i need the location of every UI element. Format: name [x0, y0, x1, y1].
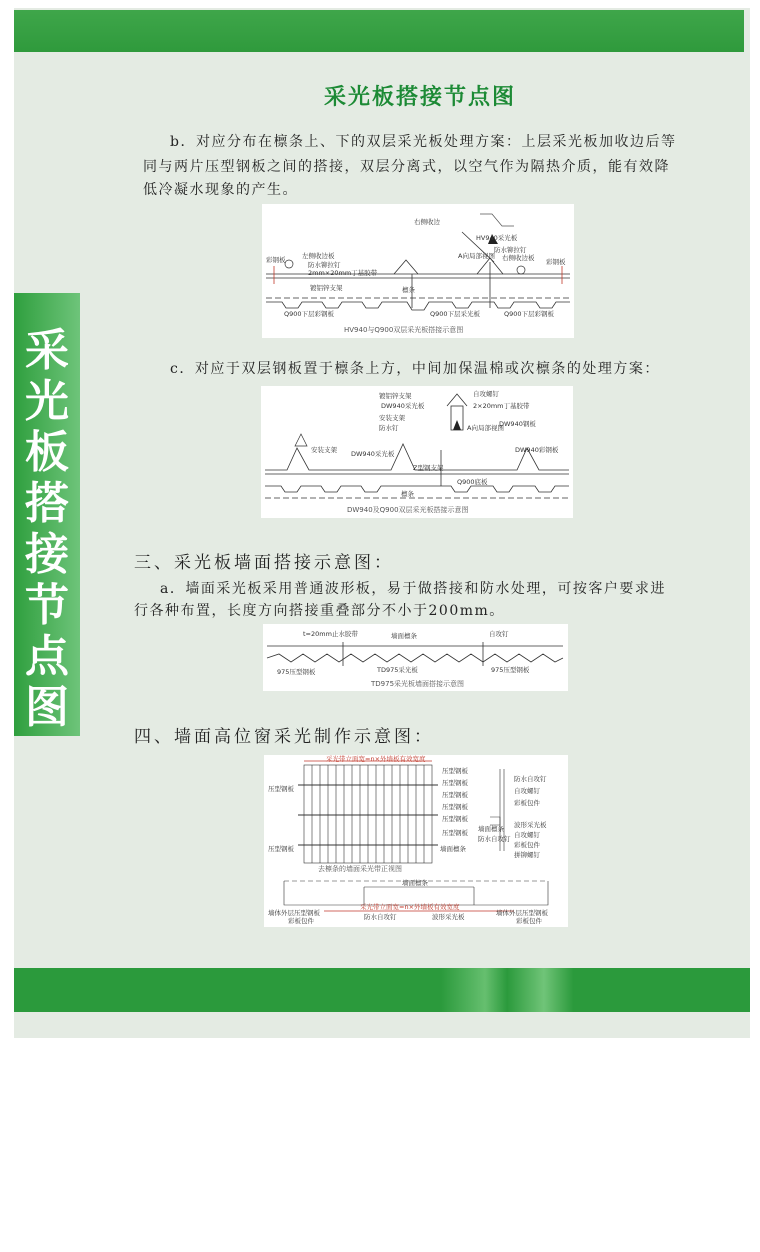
figure-4 — [264, 755, 568, 927]
fig4-label: 压型钢板 — [442, 767, 468, 775]
paragraph-c: c．对应于双层钢板置于檩条上方，中间加保温棉或次檩条的处理方案： — [170, 361, 660, 377]
fig2-label: 自攻螺钉 — [473, 390, 499, 398]
fig4-label: 墙体外层压型钢板 — [268, 909, 320, 917]
fig3-label: TD975采光板 — [377, 666, 418, 674]
page-title: 采光板搭接节点图 — [323, 84, 516, 110]
fig4-label: 自攻螺钉 — [514, 787, 540, 795]
fig4-label: 压型钢板 — [442, 815, 468, 823]
paragraph-3a-line-2: 行各种布置，长度方向搭接重叠部分不小于200mm。 — [134, 603, 505, 619]
fig2-label: 镀铝锌支架 — [379, 392, 412, 400]
fig3-caption: TD975采光板墙面搭接示意图 — [371, 680, 465, 688]
fig1-label: 彩钢板 — [546, 258, 566, 266]
fig4-label: 压型钢板 — [442, 779, 468, 787]
fig1-label: 檩条 — [402, 286, 415, 294]
figure-3 — [263, 624, 568, 691]
fig4-label: 彩板包件 — [288, 917, 314, 925]
fig1-label: HV940采光板 — [476, 234, 518, 242]
fig4-label: 压型钢板 — [442, 829, 468, 837]
fig1-label: 镀铝锌支架 — [310, 284, 343, 292]
fig3-label: 975压型钢板 — [491, 666, 530, 674]
fig4-label: 彩板包件 — [514, 841, 540, 849]
side-title: 采光板搭接节点图 — [25, 325, 69, 733]
fig4-label: 彩板包件 — [514, 799, 540, 807]
bottom-green-band — [14, 968, 750, 1012]
fig1-label: 彩钢板 — [266, 256, 286, 264]
fig4-caption: 去檩条的墙面采光带正视图 — [318, 865, 402, 873]
fig2-label: DW940采光板 — [381, 402, 425, 410]
fig1-label: 右侧收边 — [414, 218, 440, 226]
fig4-label: 采光带立面宽=n×外墙板有效宽度 — [326, 755, 426, 763]
figure-1 — [262, 204, 574, 338]
fig4-label: 波形采光板 — [514, 821, 547, 829]
fig4-label: 墙面檩条 — [440, 845, 466, 853]
fig4-label: 压型钢板 — [268, 845, 294, 853]
fig1-label: 右侧收边板 — [502, 254, 535, 262]
fig2-label: DW940钢板 — [499, 420, 536, 428]
top-green-band — [14, 10, 744, 52]
fig4-label: 防水自攻钉 — [514, 775, 547, 783]
fig1-label: 2mm×20mm丁基胶带 — [308, 269, 378, 277]
fig2-label: DW940彩钢板 — [515, 446, 559, 454]
fig2-label: DW940采光板 — [351, 450, 395, 458]
fig4-label: 自攻螺钉 — [514, 831, 540, 839]
fig3-label: 墙面檩条 — [391, 632, 417, 640]
paragraph-b-line-2: 同与两片压型钢板之间的搭接，双层分离式，以空气作为隔热介质，能有效降 — [143, 159, 670, 175]
fig3-label: t=20mm止水胶带 — [303, 630, 358, 638]
fig2-label: Q900底板 — [457, 478, 488, 486]
figure-2 — [261, 386, 573, 518]
fig2-label: 防水钉 — [379, 424, 399, 432]
fig1-label: 左侧收边板 — [302, 252, 335, 260]
fig4-label: 防水自攻钉 — [478, 835, 511, 843]
fig4-label: 压型钢板 — [268, 785, 294, 793]
fig4-label: 采光带立面宽=n×外墙板有效宽度 — [360, 903, 460, 911]
fig3-label: 975压型钢板 — [277, 668, 316, 676]
section-3-heading: 三、采光板墙面搭接示意图： — [134, 553, 394, 573]
fig1-label: Q900下层彩钢板 — [284, 310, 335, 318]
fig4-label: 压型钢板 — [442, 803, 468, 811]
paragraph-3a-line-1: a．墙面采光板采用普通波形板，易于做搭接和防水处理，可按客户要求进 — [160, 581, 666, 597]
fig2-label: Z型钢支架 — [413, 464, 444, 472]
fig4-label: 墙面檩条 — [402, 879, 428, 887]
fig2-caption: DW940及Q900双层采光板搭接示意图 — [347, 506, 469, 514]
fig2-label: 安装支架 — [379, 414, 405, 422]
fig4-label: 墙面檩条 — [478, 825, 504, 833]
fig1-label: A向局部视图 — [458, 252, 495, 260]
paragraph-b-line-3: 低冷凝水现象的产生。 — [143, 182, 298, 198]
fig1-label: 防水铆拉钉 — [308, 261, 341, 269]
fig4-label: 防水自攻钉 — [364, 913, 397, 921]
fig4-label: 墙体外层压型钢板 — [496, 909, 548, 917]
fig1-caption: HV940与Q900双层采光板搭接示意图 — [344, 326, 464, 334]
fig2-label: 2×20mm丁基胶带 — [473, 402, 530, 410]
fig4-label: 拼铆螺钉 — [514, 851, 540, 859]
fig2-label: A向局部视图 — [467, 424, 504, 432]
fig4-label: 压型钢板 — [442, 791, 468, 799]
fig1-label: 防水铆拉钉 — [494, 246, 527, 254]
fig1-label: Q900下层彩钢板 — [504, 310, 555, 318]
section-4-heading: 四、墙面高位窗采光制作示意图： — [134, 727, 434, 747]
fig2-label: 檩条 — [401, 490, 414, 498]
fig4-label: 波形采光板 — [432, 913, 465, 921]
fig1-label: Q900下层采光板 — [430, 310, 481, 318]
fig2-label: 安装支架 — [311, 446, 337, 454]
fig4-label: 彩板包件 — [516, 917, 542, 925]
paragraph-b-line-1: b．对应分布在檩条上、下的双层采光板处理方案：上层采光板加收边后等 — [170, 134, 677, 150]
fig3-label: 自攻钉 — [489, 630, 509, 638]
